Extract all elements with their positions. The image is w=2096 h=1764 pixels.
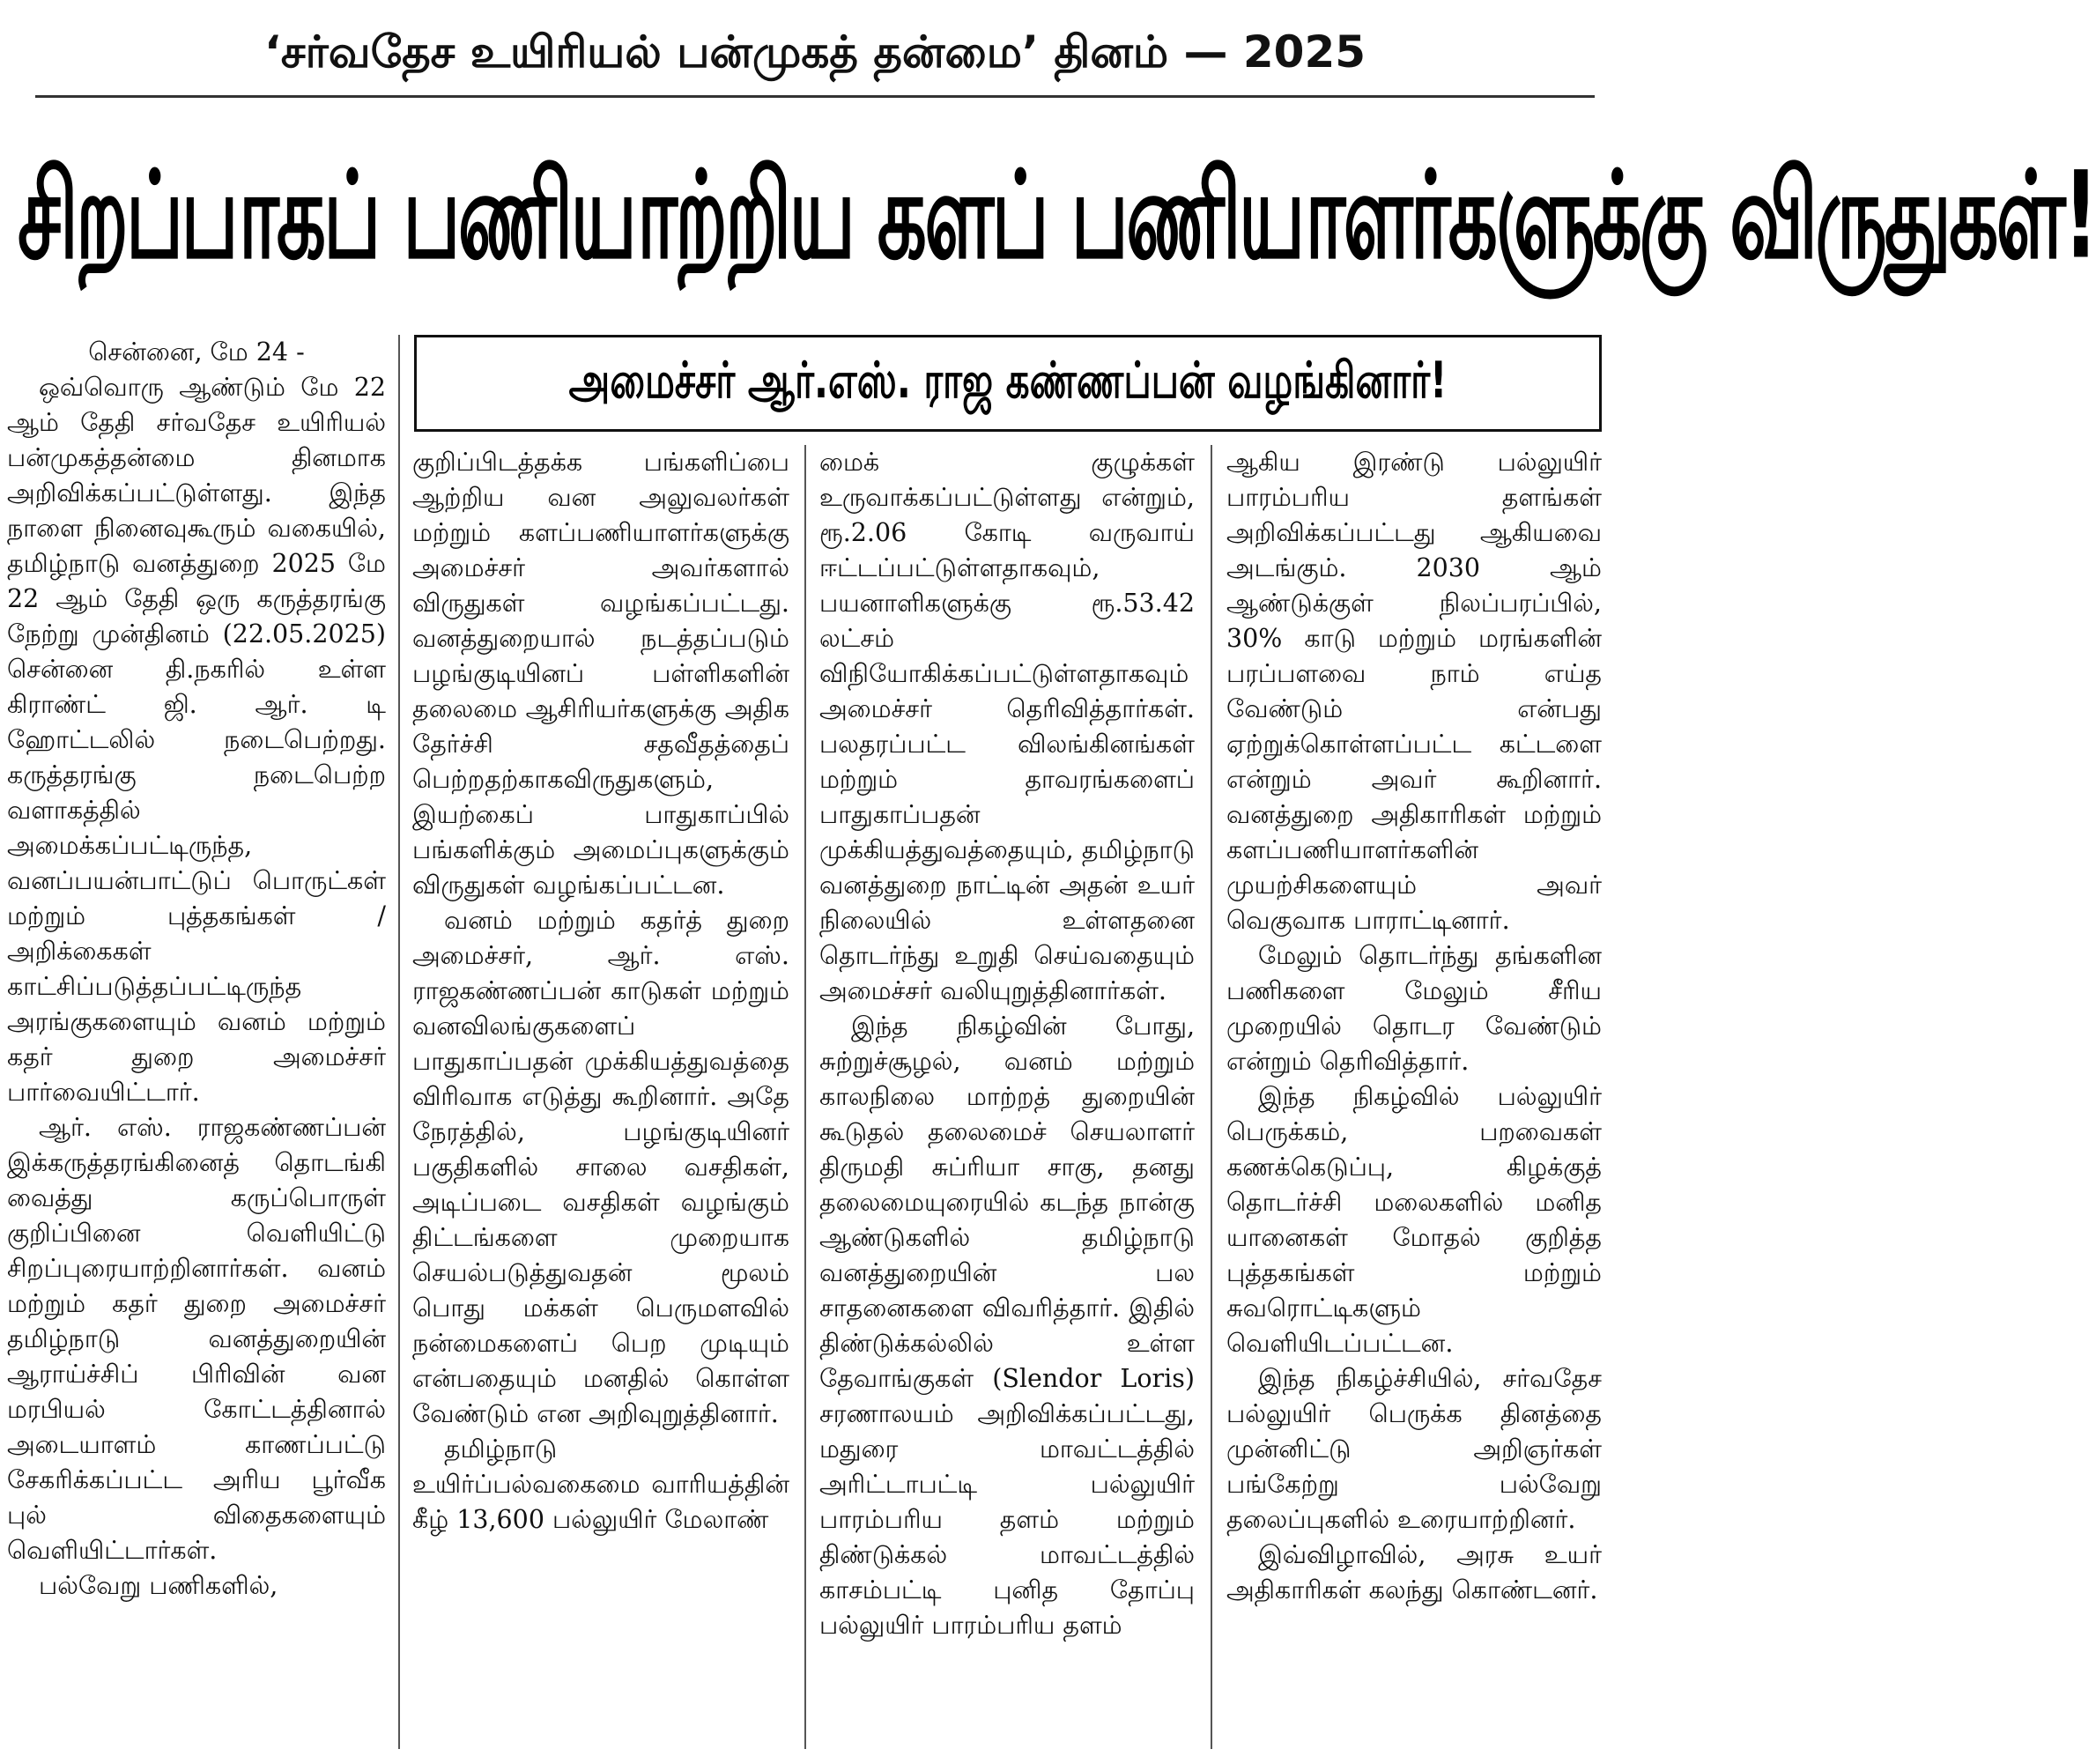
paragraph: இவ்விழாவில், அரசு உயர் அதிகாரிகள் கலந்து கொண்டனர். (1226, 1540, 1602, 1605)
paragraph: இந்த நிகழ்வில் பல்லுயிர் பெருக்கம், பறவைகள் கணக்கெடுப்பு, கிழக்குத் தொடர்ச்சி மலைகளில் மனித யானைகள் மோதல் குறித்த புத்தகங்கள் மற்றும் சுவரொட்டிகளும் வெளியிடப்பட்டன. (1226, 1082, 1602, 1358)
paragraph: மேலும் தொடர்ந்து தங்களின பணிகளை மேலும் சீரிய முறையில் தொடர வேண்டும் என்றும் தெரிவித்தார். (1226, 941, 1602, 1076)
column-divider (398, 335, 400, 1749)
paragraph: ஒவ்வொரு ஆண்டும் மே 22 ஆம் தேதி சர்வதேச உயிரியல் பன்முகத்தன்மை தினமாக அறிவிக்கப்பட்டுள்ளது. இந்த நாளை நினைவுகூரும் வகையில், தமிழ்நாடு வனத்துறை 2025 மே 22 ஆம் தேதி ஒரு கருத்தரங்கு நேற்று முன்தினம் (22.05.2025) சென்னை தி.நகரில் உள்ள கிராண்ட் ஜி. ஆர். டி ஹோட்டலில் நடைபெற்றது. கருத்தரங்கு நடைபெற்ற வளாகத்தில் அமைக்கப்பட்டிருந்த, வனப்பயன்பாட்டுப் பொருட்கள் மற்றும் புத்தகங்கள் / அறிக்கைகள் காட்சிப்படுத்தப்பட்டிருந்த அரங்குகளையும் வனம் மற்றும் கதர் துறை அமைச்சர் பார்வையிட்டார். (7, 373, 386, 1107)
subheadline: அமைச்சர் ஆர்.எஸ். ராஜ கண்ணப்பன் வழங்கினார்! (568, 350, 1448, 410)
paragraph: ஆகிய இரண்டு பல்லுயிர் பாரம்பரிய தளங்கள் அறிவிக்கப்பட்டது ஆகியவை அடங்கும். 2030 ஆம் ஆண்டுக்குள் நிலப்பரப்பில், 30% காடு மற்றும் மரங்களின் பரப்பளவை நாம் எய்த வேண்டும் என்பது ஏற்றுக்கொள்ளப்பட்ட கட்டளை என்றும் அவர் கூறினார். வனத்துறை அதிகாரிகள் மற்றும் களப்பணியாளர்களின் முயற்சிகளையும் அவர் வெகுவாக பாராட்டினார். (1226, 448, 1602, 935)
paragraph: ஆர். எஸ். ராஜகண்ணப்பன் இக்கருத்தரங்கினைத் தொடங்கி வைத்து கருப்பொருள் குறிப்பினை வெளியிட்டு சிறப்புரையாற்றினார்கள். வனம் மற்றும் கதர் துறை அமைச்சர் தமிழ்நாடு வனத்துறையின் ஆராய்ச்சிப் பிரிவின் வன மரபியல் கோட்டத்தினால் அடையாளம் காணப்பட்டு சேகரிக்கப்பட்ட அரிய பூர்வீக புல் விதைகளையும் வெளியிட்டார்கள். (7, 1113, 386, 1565)
column-divider (1211, 445, 1212, 1749)
article-column-1 (7, 335, 386, 1745)
kicker-title: ‘சர்வதேச உயிரியல் பன்முகத் தன்மை’ தினம் — 2025 (263, 26, 1366, 78)
paragraph: தமிழ்நாடு உயிர்ப்பல்வகைமை வாரியத்தின் கீழ் 13,600 பல்லுயிர் மேலாண் (412, 1434, 789, 1534)
column-divider (804, 445, 806, 1749)
paragraph: வனம் மற்றும் கதர்த் துறை அமைச்சர், ஆர். எஸ். ராஜகண்ணப்பன் காடுகள் மற்றும் வனவிலங்குகளைப் பாதுகாப்பதன் முக்கியத்துவத்தை விரிவாக எடுத்து கூறினார். அதே நேரத்தில், பழங்குடியினர் பகுதிகளில் சாலை வசதிகள், அடிப்படை வசதிகள் வழங்கும் திட்டங்களை முறையாக செயல்படுத்துவதன் மூலம் பொது மக்கள் பெருமளவில் நன்மைகளைப் பெற முடியும் என்பதையும் மனதில் கொள்ள வேண்டும் என அறிவுறுத்தினார். (412, 906, 789, 1428)
subheadline-box (414, 335, 1602, 432)
dateline: சென்னை, மே 24 - (88, 337, 305, 367)
paragraph: இந்த நிகழ்வின் போது, சுற்றுச்சூழல், வனம் மற்றும் காலநிலை மாற்றத் துறையின் கூடுதல் தலைமைச் செயலாளர் திருமதி சுப்ரியா சாகு, தனது தலைமையுரையில் கடந்த நான்கு ஆண்டுகளில் தமிழ்நாடு வனத்துறையின் பல சாதனைகளை விவரித்தார். இதில் திண்டுக்கல்லில் உள்ள தேவாங்குகள் (Slendor Loris) சரணாலயம் அறிவிக்கப்பட்டது, மதுரை மாவட்டத்தில் அரிட்டாபட்டி பல்லுயிர் பாரம்பரிய தளம் மற்றும் திண்டுக்கல் மாவட்டத்தில் காசம்பட்டி புனித தோப்பு பல்லுயிர் பாரம்பரிய தளம் (819, 1012, 1195, 1640)
headline: சிறப்பாகப் பணியாற்றிய களப் பணியாளர்களுக்கு விருதுகள்! (18, 145, 2096, 286)
paragraph: மைக் குழுக்கள் உருவாக்கப்பட்டுள்ளது என்றும், ரூ.2.06 கோடி வருவாய் ஈட்டப்பட்டுள்ளதாகவும், பயனாளிகளுக்கு ரூ.53.42 லட்சம் விநியோகிக்கப்பட்டுள்ளதாகவும் அமைச்சர் தெரிவித்தார்கள். பலதரப்பட்ட விலங்கினங்கள் மற்றும் தாவரங்களைப் பாதுகாப்பதன் முக்கியத்துவத்தையும், தமிழ்நாடு வனத்துறை நாட்டின் அதன் உயர் நிலையில் உள்ளதனை தொடர்ந்து உறுதி செய்வதையும் அமைச்சர் வலியுறுத்தினார்கள். (819, 448, 1195, 1005)
paragraph: இந்த நிகழ்ச்சியில், சர்வதேச பல்லுயிர் பெருக்க தினத்தை முன்னிட்டு அறிஞர்கள் பங்கேற்று பல்வேறு தலைப்புகளில் உரையாற்றினர். (1226, 1364, 1602, 1534)
article-column-3 (819, 445, 1195, 1749)
article-column-4 (1226, 445, 1602, 1749)
paragraph: குறிப்பிடத்தக்க பங்களிப்பை ஆற்றிய வன அலுவலர்கள் மற்றும் களப்பணியாளர்களுக்கு அமைச்சர் அவர்களால் விருதுகள் வழங்கப்பட்டது. வனத்துறையால் நடத்தப்படும் பழங்குடியினப் பள்ளிகளின் தலைமை ஆசிரியர்களுக்கு அதிக தேர்ச்சி சதவீதத்தைப் பெற்றதற்காகவிருதுகளும், இயற்கைப் பாதுகாப்பில் பங்களிக்கும் அமைப்புகளுக்கும் விருதுகள் வழங்கப்பட்டன. (412, 448, 789, 900)
article-column-2 (412, 445, 789, 1749)
paragraph: பல்வேறு பணிகளில், (39, 1571, 278, 1600)
